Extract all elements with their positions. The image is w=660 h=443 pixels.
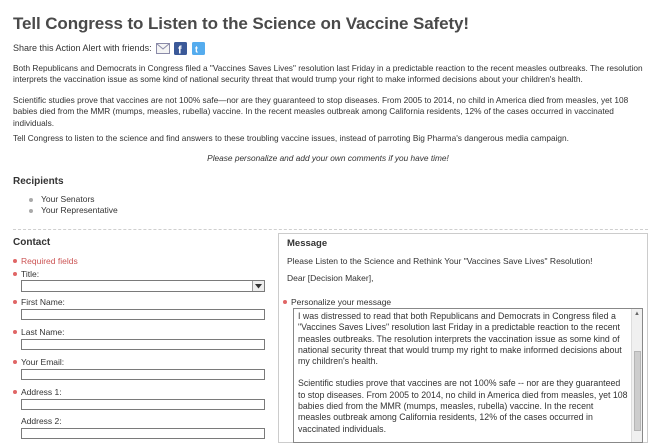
address2-input[interactable] <box>21 428 265 439</box>
page-title: Tell Congress to Listen to the Science on Vaccine Safety! <box>13 14 469 33</box>
required-fields-note: Required fields <box>13 256 78 266</box>
intro-paragraph-3: Tell Congress to listen to the science and find answers to these troubling vaccine issues, instead of parroting Big Pharma's dangerous media campaign. <box>13 133 569 143</box>
facebook-icon[interactable] <box>174 41 188 55</box>
address2-label: Address 2: <box>21 416 62 426</box>
title-label: Title: <box>13 269 39 279</box>
required-dot-icon <box>13 390 17 394</box>
email-icon[interactable] <box>156 41 170 55</box>
first-name-input[interactable] <box>21 309 265 320</box>
twitter-icon[interactable] <box>192 41 206 55</box>
message-body-paragraph-2: Scientific studies prove that vaccines are not 100% safe -- nor are they guaranteed to stop diseases. From 2005 to 2014, no child in America died from measles, yet 108 babies died from the MMR (mumps, measles, rubella) vaccine. In the recent measles outbreak among California residents, 12% of the cases occurred in vaccinated individuals. <box>298 378 628 434</box>
recipient-item: Your Representative <box>29 205 118 216</box>
message-subject: Please Listen to the Science and Rethink Your "Vaccines Save Lives" Resolution! <box>287 256 593 266</box>
required-dot-icon <box>13 330 17 334</box>
first-name-label: First Name: <box>13 297 65 307</box>
textarea-scrollbar[interactable] <box>631 309 642 442</box>
personalize-note: Please personalize and add your own comments if you have time! <box>207 153 449 163</box>
required-dot-icon <box>13 259 17 263</box>
personalize-label: Personalize your message <box>283 297 391 307</box>
last-name-input[interactable] <box>21 339 265 350</box>
share-label: Share this Action Alert with friends: <box>13 43 152 53</box>
required-dot-icon <box>13 272 17 276</box>
intro-paragraph-1: Both Republicans and Democrats in Congress filed a "Vaccines Saves Lives" resolution last Friday in a predictable reaction to the recent measles outbreaks. The resolution interprets the vaccination issue as some kind of national security threat that would trump your right to make informed decisions about your children's health. <box>13 63 643 85</box>
scroll-up-icon[interactable]: ▲ <box>634 311 640 317</box>
share-row <box>13 41 206 55</box>
message-body-paragraph-1: I was distressed to read that both Republicans and Democrats in Congress filed a "Vaccines Saves Lives" resolution last Friday in a predictable reaction to the recent measles outbreaks. The resolution interprets the vaccination issue as some kind of national security threat that would trump my right to make informed decisions about my children's health. <box>298 311 622 367</box>
scrollbar-thumb[interactable] <box>634 351 641 431</box>
svg-text:t: t <box>195 44 199 54</box>
last-name-label: Last Name: <box>13 327 64 337</box>
svg-text:f: f <box>178 44 182 55</box>
personalize-message-textarea[interactable] <box>293 308 643 443</box>
section-divider <box>13 229 648 230</box>
recipients-list <box>29 194 118 216</box>
email-input[interactable] <box>21 369 265 380</box>
recipients-heading: Recipients <box>13 176 64 187</box>
required-dot-icon <box>13 360 17 364</box>
chevron-down-icon[interactable] <box>252 281 264 291</box>
required-dot-icon <box>13 300 17 304</box>
contact-heading: Contact <box>13 237 51 248</box>
email-label: Your Email: <box>13 357 64 367</box>
required-dot-icon <box>283 300 287 304</box>
message-salutation: Dear [Decision Maker], <box>287 273 374 283</box>
message-panel <box>278 233 648 443</box>
title-select[interactable] <box>21 280 265 292</box>
message-body <box>298 311 628 435</box>
address1-input[interactable] <box>21 399 265 410</box>
address1-label: Address 1: <box>13 387 62 397</box>
message-heading: Message <box>287 238 328 249</box>
intro-paragraph-2: Scientific studies prove that vaccines are not 100% safe—nor are they guaranteed to stop diseases. From 2005 to 2014, no child in America died from measles, yet 108 babies died from the MMR (mumps, measles, rubella) vaccine. In the recent measles outbreak among California residents, 12% of the cases occurred in vaccinated individuals. <box>13 95 629 128</box>
recipient-item: Your Senators <box>29 194 118 205</box>
